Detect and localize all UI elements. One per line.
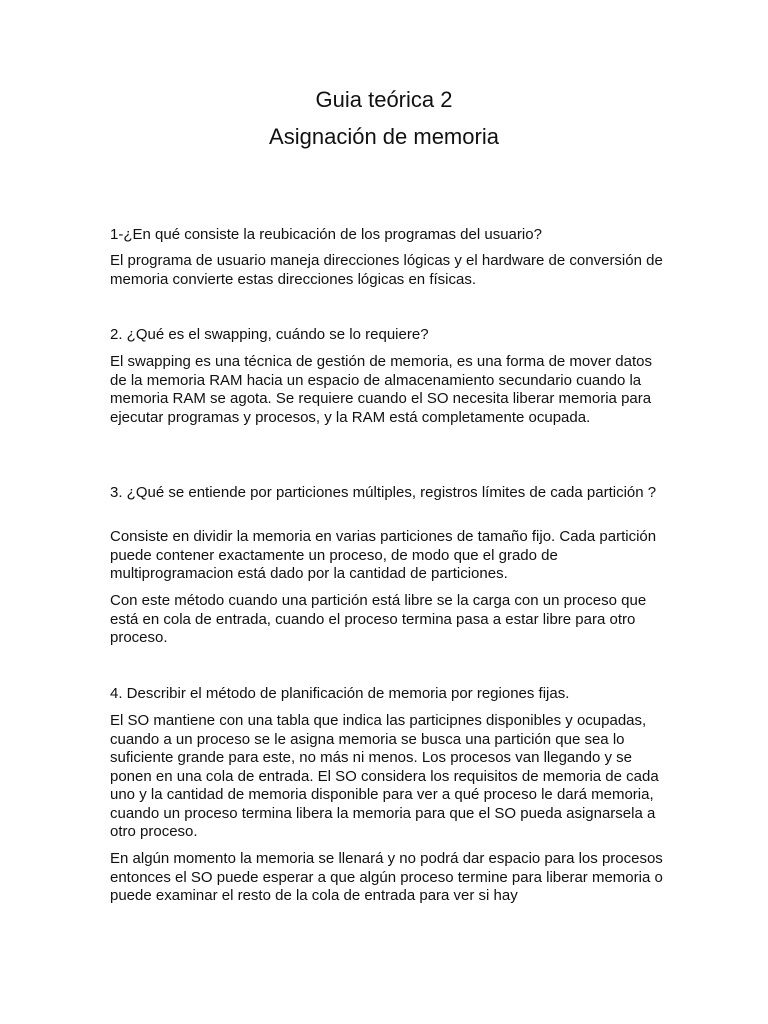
answer-1-paragraph-1: El programa de usuario maneja direcciones lógicas y el hardware de conversión de memoria convierte estas direcciones lógicas en físicas. xyxy=(110,252,663,288)
answer-2-paragraph-1: El swapping es una técnica de gestión de memoria, es una forma de mover datos de la memoria RAM hacia un espacio de almacenamiento secundario cuando la memoria RAM se agota. Se requiere cuando el SO necesita liberar memoria para ejecutar programas y procesos, y la RAM está completamente ocupada. xyxy=(110,353,652,426)
answer-4-paragraph-1: El SO mantiene con una tabla que indica las participnes disponibles y ocupadas, cuando a un proceso se le asigna memoria se busca una partición que sea lo suficiente grande para este, no más ni menos. Los procesos van llegando y se ponen en una cola de entrada. El SO considera los requisitos de memoria de cada uno y la cantidad de memoria disponible para ver a qué proceso le dará memoria, cuando un proceso termina libera la memoria para que el SO pueda asignarsela a otro proceso. xyxy=(110,712,659,840)
question-3: 3. ¿Qué se entiende por particiones múltiples, registros límites de cada partición ? xyxy=(110,484,657,501)
document-subtitle: Asignación de memoria xyxy=(269,124,499,149)
answer-3-paragraph-1: Consiste en dividir la memoria en varias particiones de tamaño fijo. Cada partición puede contener exactamente un proceso, de modo que el grado de multiprogramacion está dado por la cantidad de particiones. xyxy=(110,528,657,582)
question-4: 4. Describir el método de planificación de memoria por regiones fijas. xyxy=(110,685,570,702)
question-1: 1-¿En qué consiste la reubicación de los programas del usuario? xyxy=(110,226,542,243)
question-2: 2. ¿Qué es el swapping, cuándo se lo requiere? xyxy=(110,326,429,343)
answer-4-paragraph-2: En algún momento la memoria se llenará y no podrá dar espacio para los procesos entonces el SO puede esperar a que algún proceso termine para liberar memoria o puede examinar el resto de la cola de entrada para ver si hay xyxy=(110,850,663,904)
document-title: Guia teórica 2 xyxy=(315,87,453,112)
answer-3-paragraph-2: Con este método cuando una partición está libre se la carga con un proceso que está en cola de entrada, cuando el proceso termina pasa a estar libre para otro proceso. xyxy=(110,592,647,646)
